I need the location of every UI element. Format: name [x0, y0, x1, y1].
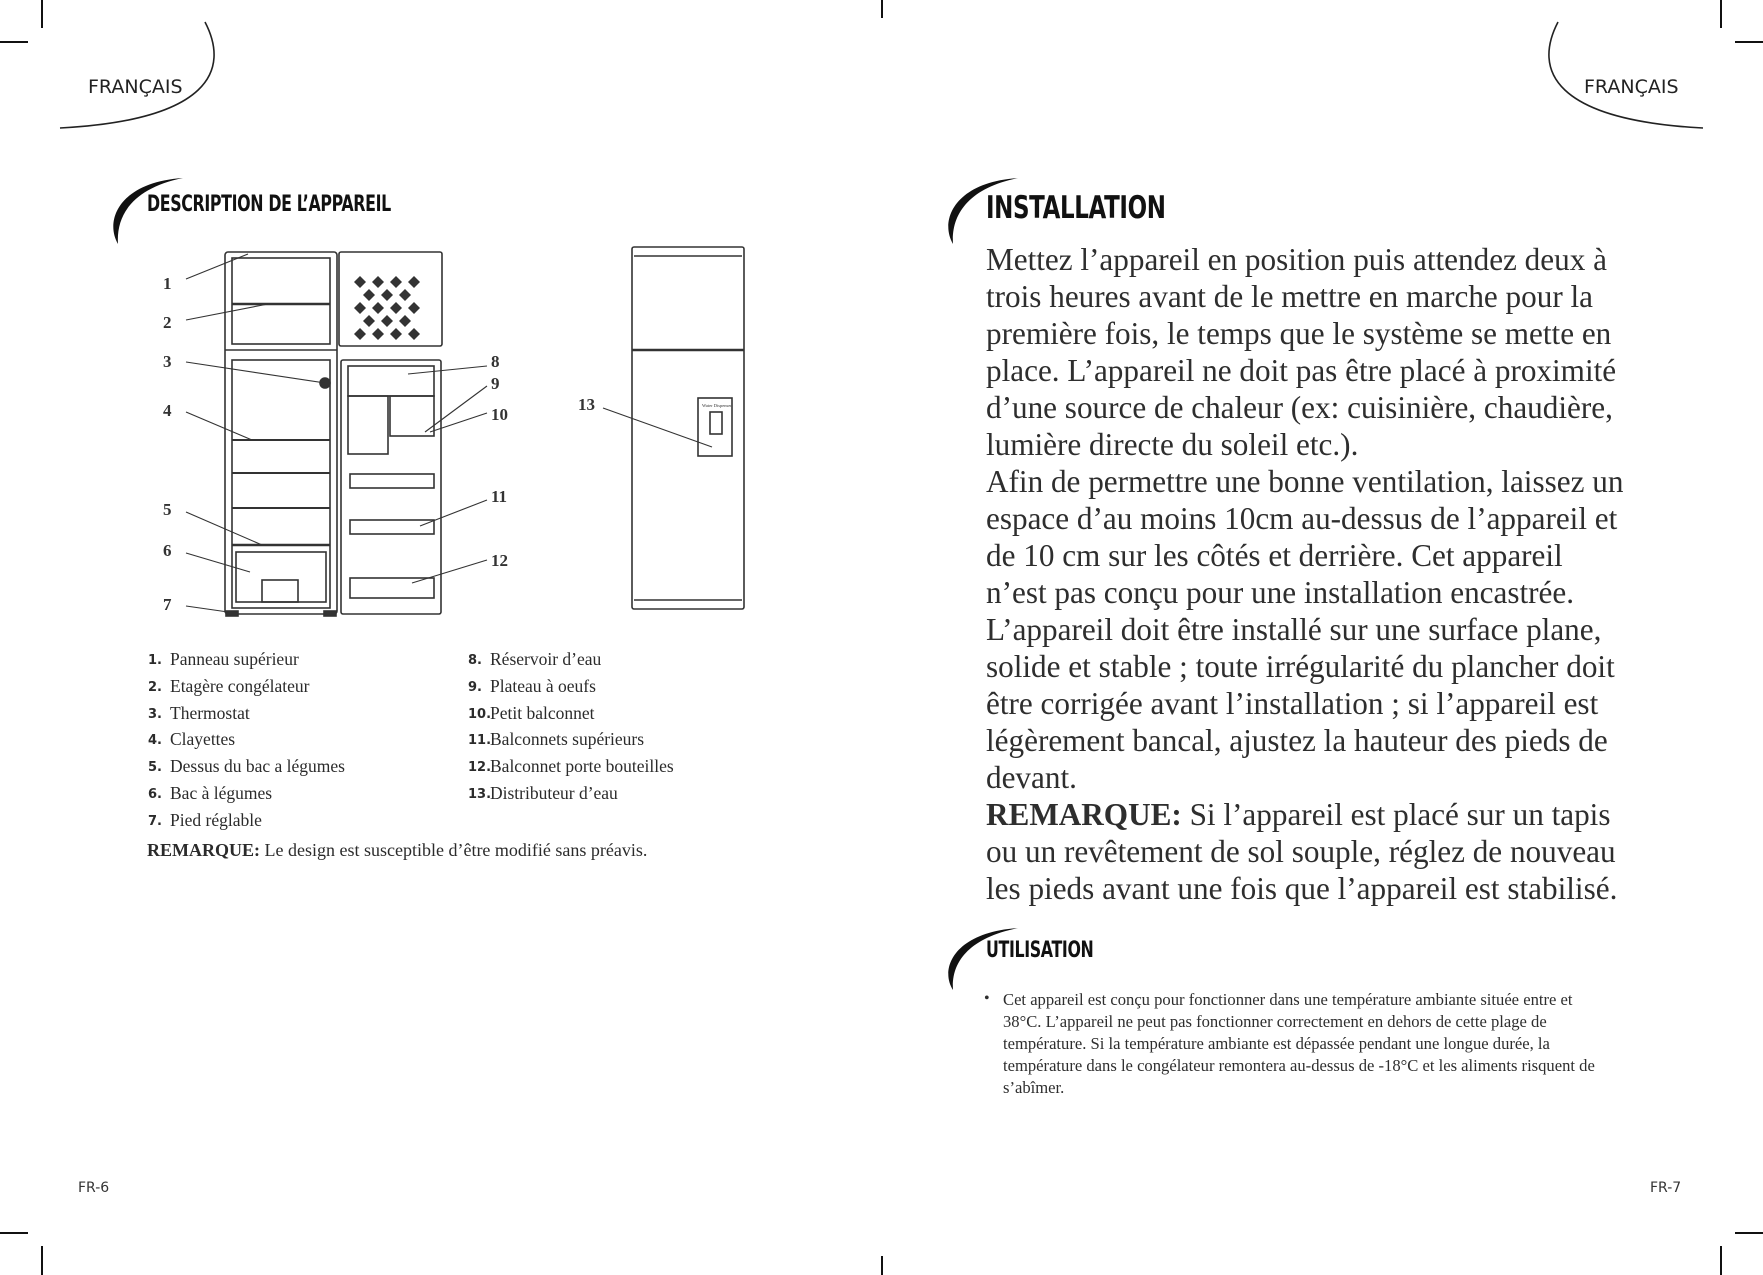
dispenser-label: Water Dispenser — [702, 403, 732, 408]
bullet-dot: • — [984, 990, 990, 1007]
usage-title: UTILISATION — [986, 938, 1094, 963]
callout-4: 4 — [163, 401, 172, 420]
legend-item: 7. Pied réglable — [148, 809, 262, 830]
callout-2: 2 — [163, 313, 172, 332]
installation-title: INSTALLATION — [986, 190, 1166, 226]
callout-10: 10 — [491, 405, 508, 424]
legend-item: 1. Panneau supérieur — [148, 649, 299, 669]
ice-pattern — [354, 276, 420, 340]
callout-11: 11 — [491, 487, 508, 506]
fridge-door — [341, 360, 441, 614]
legend-item: 12. Balconnet porte bouteilles — [468, 756, 674, 777]
legend-item: 2. Etagère congélateur — [148, 675, 310, 696]
appliance-diagram — [150, 240, 770, 620]
note-text: Le design est susceptible d’être modifié sans préavis. — [260, 840, 648, 860]
install-paragraph-1: Mettez l’appareil en position puis attendez deux à trois heures avant de le mettre en marche pour la première fois, le temps que le système se mette en place. L’appareil ne doit pas être placé à proximité d’une source de chaleur (ex: cuisinière, chaudière, lumière directe du soleil etc.). — [986, 242, 1617, 462]
fridge-body — [225, 252, 337, 614]
callout-3: 3 — [163, 352, 172, 371]
callout-5: 5 — [163, 500, 172, 519]
callout-12: 12 — [491, 551, 508, 570]
usage-bullet-text: Cet appareil est conçu pour fonctionner dans une température ambiante située entre et 38°C. L’appareil ne peut pas fonctionner correctement en dehors de cette plage de température. Si la température ambiante est dépassée pendant une longue durée, la température dans le congélateur remontera au-dessus de -18°C et les aliments risquent de s’abîmer. — [1003, 990, 1595, 1097]
install-note-label: REMARQUE: — [986, 797, 1182, 832]
note-label: REMARQUE: — [147, 840, 260, 860]
callout-9: 9 — [491, 374, 500, 393]
install-paragraph-2: Afin de permettre une bonne ventilation, laissez un espace d’au moins 10cm au-dessus de l’appareil et de 10 cm sur les côtés et derrière. Cet appareil n’est pas conçu pour une installation encastrée. — [986, 464, 1624, 610]
callout-7: 7 — [163, 595, 172, 614]
install-paragraph-3: L’appareil doit être installé sur une surface plane, solide et stable ; toute irrégularité du plancher doit être corrigée avant l’installation ; si l’appareil est légèrement bancal, ajustez la hauteur des pieds de devant. — [986, 612, 1615, 795]
legend-item: 5. Dessus du bac a légumes — [148, 756, 345, 777]
legend-right — [468, 647, 674, 808]
language-tab-right: FRANÇAIS — [1584, 76, 1679, 98]
callout-1: 1 — [163, 274, 172, 293]
legend-item: 4. Clayettes — [148, 729, 236, 750]
install-note-text: Si l’appareil est placé sur un tapis ou un revêtement de sol souple, réglez de nouveau les pieds avant une fois que l’appareil est stabilisé. — [986, 797, 1618, 906]
callout-13: 13 — [578, 395, 595, 414]
legend-item: 3. Thermostat — [148, 702, 250, 723]
callout-8: 8 — [491, 352, 500, 371]
page-number-left: FR-6 — [78, 1180, 110, 1196]
description-title: DESCRIPTION DE L’APPAREIL — [147, 192, 391, 217]
legend-item: 9. Plateau à oeufs — [468, 675, 596, 696]
legend-item: 8. Réservoir d’eau — [468, 649, 602, 669]
freezer-door — [339, 252, 442, 346]
callout-6: 6 — [163, 541, 172, 560]
design-note — [147, 840, 647, 861]
fridge-closed — [632, 247, 744, 609]
installation-text — [986, 241, 1626, 907]
legend-item: 6. Bac à légumes — [148, 782, 273, 803]
legend-left — [148, 647, 345, 835]
legend-item: 10. Petit balconnet — [468, 702, 595, 723]
install-note — [986, 796, 1626, 907]
legend-item: 13. Distributeur d’eau — [468, 782, 618, 803]
page-number-right: FR-7 — [1650, 1180, 1682, 1196]
legend-item: 11. Balconnets supérieurs — [468, 729, 645, 750]
language-tab-left: FRANÇAIS — [88, 76, 183, 98]
